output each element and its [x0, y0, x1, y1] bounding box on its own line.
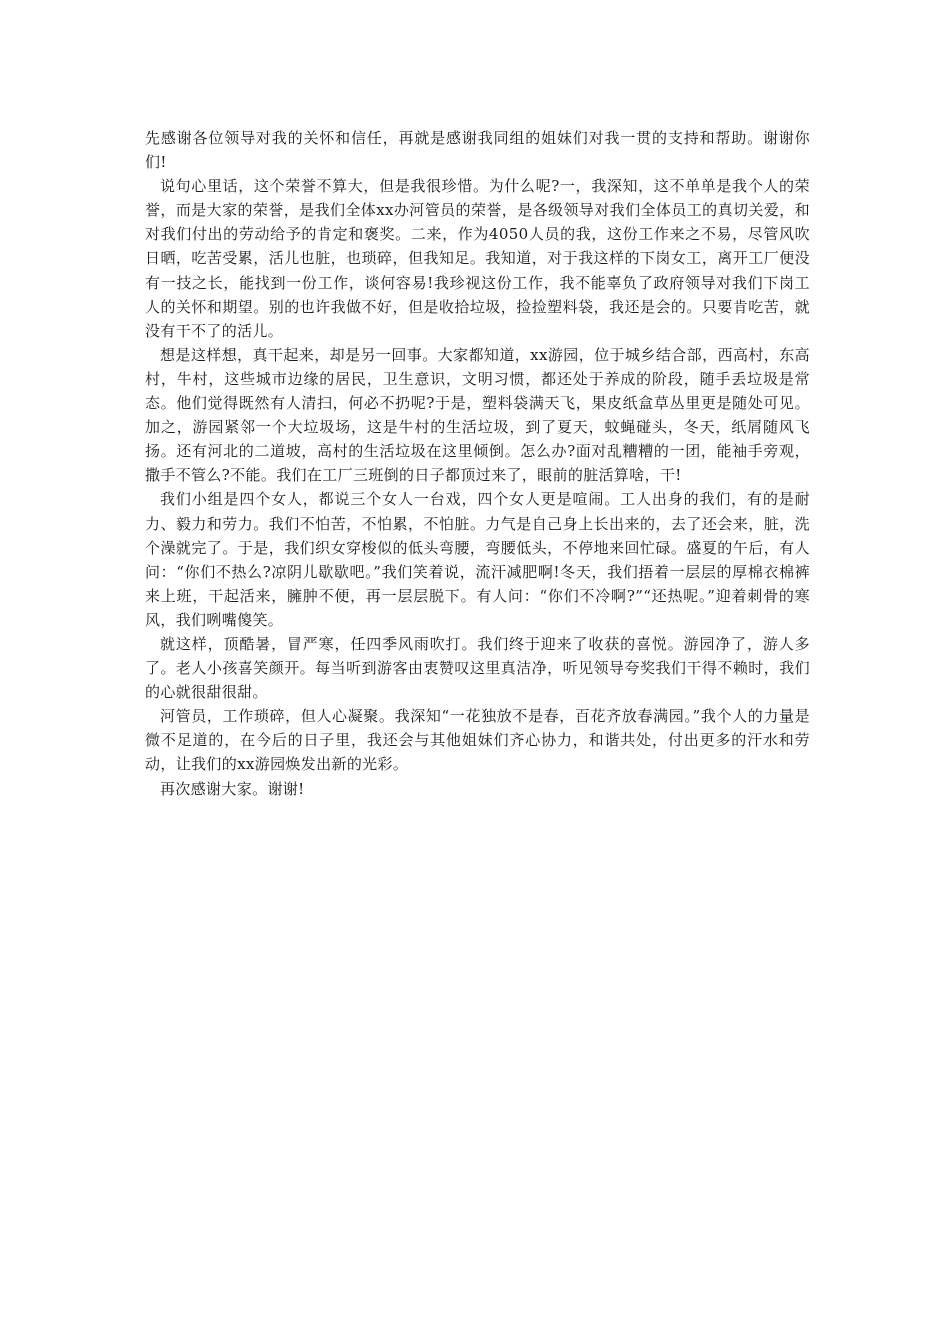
paragraph-7: 再次感谢大家。谢谢!	[160, 779, 305, 798]
paragraph-6: 河管员，工作琐碎，但人心凝聚。我深知“一花独放不是春，百花齐放春满园。”我个人的力量是微不足道的，在今后的日子里，我还会与其他姐妹们齐心协力，和谐共处，付出更多的汗水和劳动，让我们的xx游园焕发出新的光彩。	[145, 707, 810, 774]
paragraph-4: 我们小组是四个女人，都说三个女人一台戏，四个女人更是喧闹。工人出身的我们，有的是耐力、毅力和劳力。我们不怕苦，不怕累，不怕脏。力气是自己身上长出来的，去了还会来，脏，洗个澡就完了。于是，我们织女穿梭似的低头弯腰，弯腰低头，不停地来回忙碌。盛夏的午后，有人问：“你们不热么?凉阴儿歇歇吧。”我们笑着说，流汗减肥啊!冬天，我们捂着一层层的厚棉衣棉裤来上班，干起活来，臃肿不便，再一层层脱下。有人问：“你们不冷啊?”“还热呢。”迎着刺骨的寒风，我们咧嘴傻笑。	[145, 490, 810, 629]
paragraph-1: 先感谢各位领导对我的关怀和信任，再就是感谢我同组的姐妹们对我一贯的支持和帮助。谢谢你们!	[145, 129, 810, 172]
paragraph-2: 说句心里话，这个荣誉不算大，但是我很珍惜。为什么呢?一，我深知，这不单单是我个人的荣誉，而是大家的荣誉，是我们全体xx办河管员的荣誉，是各级领导对我们全体员工的真切关爱，和对我们付出的劳动给予的肯定和褒奖。二来，作为4050人员的我，这份工作来之不易，尽管风吹日晒，吃苦受累，活儿也脏，也琐碎，但我知足。我知道，对于我这样的下岗女工，离开工厂便没有一技之长，能找到一份工作，谈何容易!我珍视这份工作，我不能辜负了政府领导对我们下岗工人的关怀和期望。别的也许我做不好，但是收拾垃圾，捡捡塑料袋，我还是会的。只要肯吃苦，就没有干不了的活儿。	[145, 177, 810, 340]
document-body	[145, 126, 810, 801]
paragraph-3: 想是这样想，真干起来，却是另一回事。大家都知道，xx游园，位于城乡结合部，西高村，东高村，牛村，这些城市边缘的居民，卫生意识，文明习惯，都还处于养成的阶段，随手丢垃圾是常态。他们觉得既然有人清扫，何必不扔呢?于是，塑料袋满天飞，果皮纸盒草丛里更是随处可见。加之，游园紧邻一个大垃圾场，这是牛村的生活垃圾，到了夏天，蚊蝇碰头，冬天，纸屑随风飞扬。还有河北的二道坡，高村的生活垃圾在这里倾倒。怎么办?面对乱糟糟的一团，能袖手旁观，撒手不管么?不能。我们在工厂三班倒的日子都顶过来了，眼前的脏活算啥，干!	[145, 345, 810, 485]
paragraph-5: 就这样，顶酷暑，冒严寒，任四季风雨吹打。我们终于迎来了收获的喜悦。游园净了，游人多了。老人小孩喜笑颜开。每当听到游客由衷赞叹这里真洁净，听见领导夸奖我们干得不赖时，我们的心就很甜很甜。	[145, 634, 810, 702]
